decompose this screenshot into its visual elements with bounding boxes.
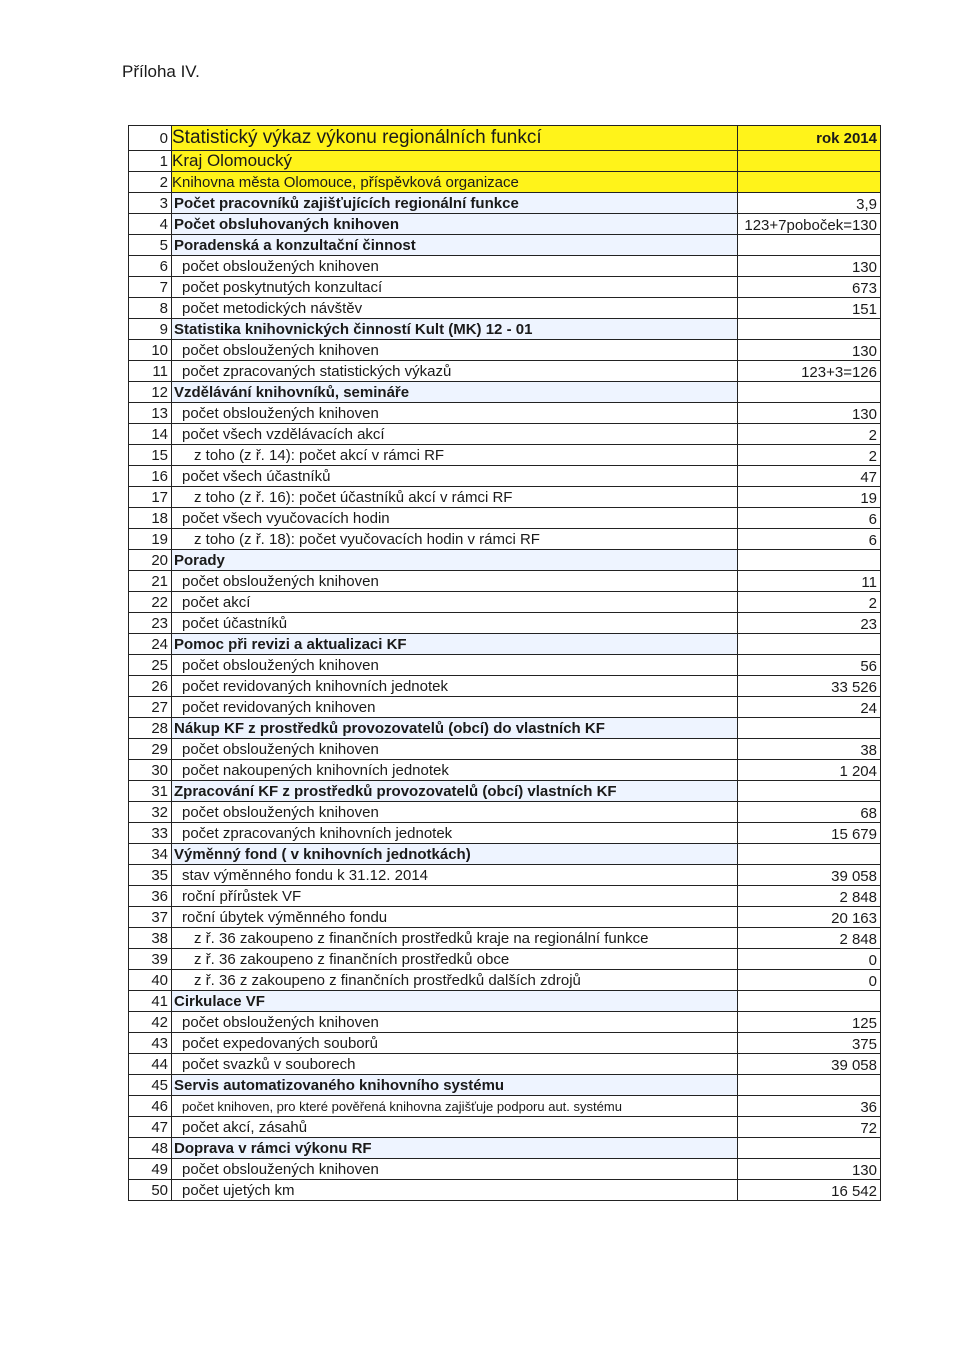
row-value: rok 2014 [738, 126, 881, 151]
row-label: roční úbytek výměnného fondu [172, 907, 738, 928]
row-value [738, 1075, 881, 1096]
row-value: 2 [738, 424, 881, 445]
row-label: Pomoc při revizi a aktualizaci KF [172, 634, 738, 655]
table-row [129, 1033, 881, 1054]
row-number: 29 [129, 739, 172, 760]
row-value: 151 [738, 298, 881, 319]
table-row [129, 172, 881, 193]
row-value [738, 781, 881, 802]
row-label: Statistika knihovnických činností Kult (MK) 12 - 01 [172, 319, 738, 340]
row-value: 68 [738, 802, 881, 823]
row-label: Počet obsluhovaných knihoven [172, 214, 738, 235]
row-number: 16 [129, 466, 172, 487]
table-row [129, 718, 881, 739]
table-row [129, 865, 881, 886]
row-label: počet všech účastníků [172, 466, 738, 487]
row-number: 0 [129, 126, 172, 151]
row-number: 28 [129, 718, 172, 739]
row-value: 2 848 [738, 928, 881, 949]
row-value: 2 [738, 592, 881, 613]
row-value: 15 679 [738, 823, 881, 844]
row-number: 24 [129, 634, 172, 655]
row-value [738, 235, 881, 256]
row-number: 20 [129, 550, 172, 571]
row-value: 130 [738, 403, 881, 424]
row-number: 7 [129, 277, 172, 298]
row-label: počet obsloužených knihoven [172, 256, 738, 277]
row-value: 123+3=126 [738, 361, 881, 382]
row-label: Knihovna města Olomouce, příspěvková organizace [172, 172, 738, 193]
row-label: Servis automatizovaného knihovního systému [172, 1075, 738, 1096]
row-value: 16 542 [738, 1180, 881, 1201]
row-value: 56 [738, 655, 881, 676]
row-number: 34 [129, 844, 172, 865]
row-number: 6 [129, 256, 172, 277]
row-number: 9 [129, 319, 172, 340]
row-value: 673 [738, 277, 881, 298]
row-value: 3,9 [738, 193, 881, 214]
row-label: z ř. 36 zakoupeno z finančních prostředků obce [172, 949, 738, 970]
table-row [129, 382, 881, 403]
table-row [129, 340, 881, 361]
row-label: počet expedovaných souborů [172, 1033, 738, 1054]
table-row [129, 1096, 881, 1117]
table-row [129, 634, 881, 655]
row-value: 20 163 [738, 907, 881, 928]
row-number: 19 [129, 529, 172, 550]
row-value: 36 [738, 1096, 881, 1117]
row-value: 1 204 [738, 760, 881, 781]
row-value: 39 058 [738, 1054, 881, 1075]
row-value: 33 526 [738, 676, 881, 697]
row-label: z toho (z ř. 18): počet vyučovacích hodin v rámci RF [172, 529, 738, 550]
row-value: 375 [738, 1033, 881, 1054]
row-number: 4 [129, 214, 172, 235]
row-number: 41 [129, 991, 172, 1012]
table-row [129, 1054, 881, 1075]
row-value: 130 [738, 256, 881, 277]
row-label: Zpracování KF z prostředků provozovatelů (obcí) vlastních KF [172, 781, 738, 802]
table-row [129, 949, 881, 970]
row-label: z ř. 36 zakoupeno z finančních prostředků kraje na regionální funkce [172, 928, 738, 949]
statistics-table [128, 125, 881, 1201]
row-value [738, 634, 881, 655]
document-label: Příloha IV. [122, 62, 200, 81]
row-label: počet zpracovaných knihovních jednotek [172, 823, 738, 844]
row-value: 2 848 [738, 886, 881, 907]
table-row [129, 277, 881, 298]
table-row [129, 697, 881, 718]
row-value: 130 [738, 1159, 881, 1180]
row-number: 10 [129, 340, 172, 361]
row-label: Vzdělávání knihovníků, semináře [172, 382, 738, 403]
table-row [129, 592, 881, 613]
row-label: počet obsloužených knihoven [172, 802, 738, 823]
row-number: 46 [129, 1096, 172, 1117]
row-value: 123+7poboček=130 [738, 214, 881, 235]
row-number: 42 [129, 1012, 172, 1033]
row-label: počet obsloužených knihoven [172, 571, 738, 592]
row-label: z ř. 36 z zakoupeno z finančních prostředků dalších zdrojů [172, 970, 738, 991]
table-body [129, 126, 881, 1201]
row-label: Statistický výkaz výkonu regionálních funkcí [172, 126, 738, 151]
row-value [738, 151, 881, 172]
row-number: 3 [129, 193, 172, 214]
row-label: Poradenská a konzultační činnost [172, 235, 738, 256]
row-number: 43 [129, 1033, 172, 1054]
table-row [129, 1180, 881, 1201]
table-row [129, 802, 881, 823]
table-row [129, 823, 881, 844]
row-value: 23 [738, 613, 881, 634]
table-row [129, 445, 881, 466]
row-label: Nákup KF z prostředků provozovatelů (obcí) do vlastních KF [172, 718, 738, 739]
row-number: 44 [129, 1054, 172, 1075]
row-label: počet všech vzdělávacích akcí [172, 424, 738, 445]
row-number: 37 [129, 907, 172, 928]
row-number: 18 [129, 508, 172, 529]
row-label: stav výměnného fondu k 31.12. 2014 [172, 865, 738, 886]
row-value: 38 [738, 739, 881, 760]
table-row [129, 655, 881, 676]
row-number: 26 [129, 676, 172, 697]
table-row [129, 403, 881, 424]
row-label: z toho (z ř. 14): počet akcí v rámci RF [172, 445, 738, 466]
row-number: 21 [129, 571, 172, 592]
row-value: 39 058 [738, 865, 881, 886]
row-number: 31 [129, 781, 172, 802]
table-row [129, 886, 881, 907]
table-row [129, 235, 881, 256]
table-row [129, 508, 881, 529]
row-label: počet obsloužených knihoven [172, 1012, 738, 1033]
row-label: počet obsloužených knihoven [172, 1159, 738, 1180]
table-row [129, 487, 881, 508]
table-row [129, 1117, 881, 1138]
row-number: 32 [129, 802, 172, 823]
table-row [129, 361, 881, 382]
row-number: 25 [129, 655, 172, 676]
row-label: roční přírůstek VF [172, 886, 738, 907]
row-label: počet všech vyučovacích hodin [172, 508, 738, 529]
row-label: Kraj Olomoucký [172, 151, 738, 172]
row-number: 33 [129, 823, 172, 844]
table-row [129, 1012, 881, 1033]
row-value: 24 [738, 697, 881, 718]
row-label: počet nakoupených knihovních jednotek [172, 760, 738, 781]
table-row [129, 550, 881, 571]
row-number: 13 [129, 403, 172, 424]
row-label: počet ujetých km [172, 1180, 738, 1201]
table-row [129, 676, 881, 697]
row-value [738, 1138, 881, 1159]
table-row [129, 571, 881, 592]
table-row [129, 1075, 881, 1096]
row-value [738, 382, 881, 403]
row-label: počet akcí [172, 592, 738, 613]
row-label: počet svazků v souborech [172, 1054, 738, 1075]
row-number: 49 [129, 1159, 172, 1180]
table-row [129, 214, 881, 235]
row-value: 72 [738, 1117, 881, 1138]
row-label: počet poskytnutých konzultací [172, 277, 738, 298]
row-number: 14 [129, 424, 172, 445]
table-row [129, 126, 881, 151]
table-row [129, 844, 881, 865]
table-row [129, 928, 881, 949]
row-number: 8 [129, 298, 172, 319]
row-label: počet obsloužených knihoven [172, 403, 738, 424]
row-label: počet akcí, zásahů [172, 1117, 738, 1138]
row-label: počet obsloužených knihoven [172, 739, 738, 760]
row-value [738, 844, 881, 865]
row-number: 27 [129, 697, 172, 718]
row-value: 125 [738, 1012, 881, 1033]
row-value [738, 319, 881, 340]
row-number: 50 [129, 1180, 172, 1201]
table-row [129, 991, 881, 1012]
table-row [129, 151, 881, 172]
row-label: Počet pracovníků zajišťujících regionální funkce [172, 193, 738, 214]
row-label: počet účastníků [172, 613, 738, 634]
row-number: 11 [129, 361, 172, 382]
table-row [129, 781, 881, 802]
table-row [129, 907, 881, 928]
table-row [129, 193, 881, 214]
row-label: počet metodických návštěv [172, 298, 738, 319]
row-label: Výměnný fond ( v knihovních jednotkách) [172, 844, 738, 865]
table-row [129, 1138, 881, 1159]
row-label: počet obsloužených knihoven [172, 340, 738, 361]
row-label: počet obsloužených knihoven [172, 655, 738, 676]
table-row [129, 319, 881, 340]
table-row [129, 529, 881, 550]
row-value: 0 [738, 949, 881, 970]
row-number: 40 [129, 970, 172, 991]
row-value: 0 [738, 970, 881, 991]
row-label: Porady [172, 550, 738, 571]
table-row [129, 298, 881, 319]
row-value: 6 [738, 529, 881, 550]
table-row [129, 1159, 881, 1180]
table-row [129, 256, 881, 277]
table-row [129, 760, 881, 781]
row-label: Doprava v rámci výkonu RF [172, 1138, 738, 1159]
table-row [129, 613, 881, 634]
row-value [738, 172, 881, 193]
table-row [129, 424, 881, 445]
row-value: 2 [738, 445, 881, 466]
row-label: Cirkulace VF [172, 991, 738, 1012]
row-value: 19 [738, 487, 881, 508]
row-number: 47 [129, 1117, 172, 1138]
row-number: 5 [129, 235, 172, 256]
row-label: počet revidovaných knihovních jednotek [172, 676, 738, 697]
row-label: počet revidovaných knihoven [172, 697, 738, 718]
row-value [738, 718, 881, 739]
table-row [129, 970, 881, 991]
row-number: 2 [129, 172, 172, 193]
row-number: 39 [129, 949, 172, 970]
row-value [738, 991, 881, 1012]
row-value: 11 [738, 571, 881, 592]
row-label: počet zpracovaných statistických výkazů [172, 361, 738, 382]
row-number: 1 [129, 151, 172, 172]
row-value: 47 [738, 466, 881, 487]
row-number: 48 [129, 1138, 172, 1159]
row-number: 22 [129, 592, 172, 613]
row-label: z toho (z ř. 16): počet účastníků akcí v rámci RF [172, 487, 738, 508]
row-number: 35 [129, 865, 172, 886]
row-value [738, 550, 881, 571]
row-value: 6 [738, 508, 881, 529]
row-number: 38 [129, 928, 172, 949]
row-value: 130 [738, 340, 881, 361]
row-number: 15 [129, 445, 172, 466]
row-number: 30 [129, 760, 172, 781]
row-number: 36 [129, 886, 172, 907]
row-number: 12 [129, 382, 172, 403]
row-number: 23 [129, 613, 172, 634]
row-number: 17 [129, 487, 172, 508]
row-number: 45 [129, 1075, 172, 1096]
table-row [129, 739, 881, 760]
table-row [129, 466, 881, 487]
row-label: počet knihoven, pro které pověřená knihovna zajišťuje podporu aut. systému [172, 1096, 738, 1117]
